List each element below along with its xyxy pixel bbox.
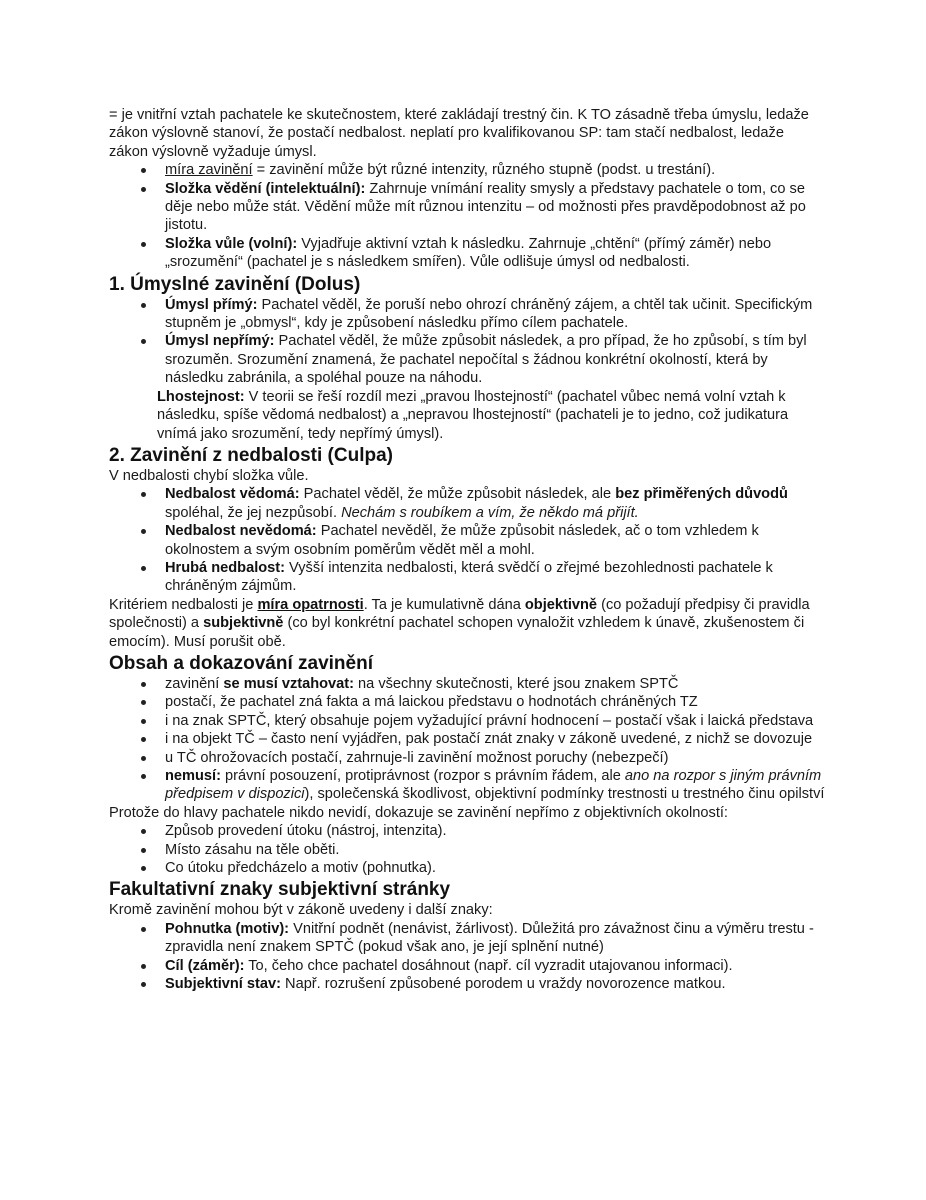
list-item: u TČ ohrožovacích postačí, zahrnuje-li zavinění možnost poruchy (nebezpečí) [165, 749, 826, 767]
item-text: Vnitřní podnět (nenávist, žárlivost). Důležitá pro závažnost činu a výměru trestu - zpravidla není znakem SPTČ (pokud však ano, je její splnění nutné) [165, 920, 814, 956]
term-label: Složka vůle (volní): [165, 235, 298, 252]
text-run: . Ta je kumulativně dána [363, 596, 525, 613]
list-item [165, 675, 826, 693]
term-label: Úmysl přímý: [165, 296, 258, 313]
item-text: Zahrnuje vnímání reality smysly a představy pachatele o tom, co se děje nebo může stát. Vědění může mít různou intenzitu – od možnosti přes pravděpodobnost až po jistotu. [165, 180, 806, 234]
item-text: na všechny skutečnosti, které jsou znakem SPTČ [354, 675, 679, 692]
list-item [165, 485, 826, 522]
list-item [165, 161, 826, 179]
item-text: Pachatel věděl, že může způsobit následek, a pro případ, že ho způsobí, s tím byl srozuměn. Srozumění znamená, že pachatel nepočítal s žádnou konkrétní okolností, která by následku zabránila, a spoléhal pouze na náhodu. [165, 333, 807, 387]
list-item: i na objekt TČ – často není vyjádřen, pak postačí znát znaky v zákoně uvedené, z nichž se dovozuje [165, 730, 826, 748]
criterion-paragraph [109, 596, 826, 651]
list-item: postačí, že pachatel zná fakta a má laickou představu o hodnotách chráněných TZ [165, 693, 826, 711]
key-term: míra opatrnosti [257, 596, 364, 613]
list-item: i na znak SPTČ, který obsahuje pojem vyžadující právní hodnocení – postačí však i laická představa [165, 712, 826, 730]
item-text: To, čeho chce pachatel dosáhnout (např. cíl vyzradit utajovanou informaci). [244, 957, 733, 974]
note-text: V teorii se řeší rozdíl mezi „pravou lhostejností“ (pachatel vůbec nemá volní vztah k následku, spíše vědomá nedbalost) a „nepravou lhostejností“ (pachateli je to jedno, což judikatura vnímá jako srozumění, tedy nepřímý úmysl). [157, 388, 789, 442]
intro-list [109, 161, 826, 271]
term-label: Nedbalost vědomá: [165, 486, 300, 503]
proof-list [109, 822, 826, 877]
list-item [165, 920, 826, 957]
term-label: Úmysl nepřímý: [165, 333, 275, 350]
intro-paragraph: = je vnitřní vztah pachatele ke skutečnostem, které zakládají trestný čin. K TO zásadně třeba úmyslu, ledaže zákon výslovně stanoví, že postačí nedbalost. neplatí pro kvalifikovanou SP: tam stačí nedbalost, ledaže zákon výslovně vyžaduje úmysl. [109, 107, 809, 160]
list-item [165, 296, 826, 333]
term-label: Pohnutka (motiv): [165, 920, 290, 937]
section-heading-optional-signs: Fakultativní znaky subjektivní stránky [109, 879, 451, 901]
text-run: Kritériem nedbalosti je [109, 596, 258, 613]
list-item [165, 332, 826, 387]
term-label: se musí vztahovat: [223, 675, 354, 692]
term-label: míra zavinění [165, 162, 253, 179]
list-item [165, 957, 826, 975]
term-label: Cíl (záměr): [165, 957, 245, 974]
emphasis-text: bez přiměřených důvodů [615, 486, 788, 503]
culpa-list [109, 485, 826, 595]
list-item [165, 767, 826, 804]
optional-signs-list [109, 920, 826, 994]
term-label: Složka vědění (intelektuální): [165, 180, 366, 197]
term-label: Subjektivní stav: [165, 976, 281, 993]
item-text: Vyšší intenzita nedbalosti, která svědčí o zřejmé bezohlednosti pachatele k chráněným zájmům. [165, 559, 773, 595]
item-text: = zavinění může být různé intenzity, různého stupně (podst. u trestání). [252, 162, 716, 179]
list-item [165, 975, 826, 993]
list-item [165, 235, 826, 272]
item-text: Pachatel věděl, že může způsobit následek, ale [299, 486, 616, 503]
scope-list [109, 675, 826, 804]
emphasis-text: objektivně [524, 596, 598, 613]
list-item: Způsob provedení útoku (nástroj, intenzita). [165, 822, 826, 840]
list-item: Co útoku předcházelo a motiv (pohnutka). [165, 859, 826, 877]
term-label: nemusí: [165, 768, 221, 784]
emphasis-text: subjektivně [203, 615, 284, 632]
item-text: právní posouzení, protiprávnost (rozpor s právním řádem, ale [220, 768, 625, 784]
item-text: Pachatel věděl, že poruší nebo ohrozí chráněný zájem, a chtěl tak učinit. Specifickým stupněm je „obmysl“, kdy je způsobení následku přímo cílem pachatele. [165, 296, 813, 332]
indifference-note [109, 388, 826, 443]
proof-lead: Protože do hlavy pachatele nikdo nevidí, dokazuje se zavinění nepřímo z objektivních okolností: [109, 804, 728, 821]
item-text: Např. rozrušení způsobené porodem u vraždy novorozence matkou. [280, 976, 726, 993]
culpa-lead: V nedbalosti chybí složka vůle. [109, 467, 309, 484]
section-heading-dolus: 1. Úmyslné zavinění (Dolus) [109, 273, 361, 295]
item-text: zavinění [165, 675, 224, 692]
list-item [165, 180, 826, 235]
term-label: Nedbalost nevědomá: [165, 523, 317, 540]
text-run: (co požadují předpisy či pravidla společnosti) a [109, 596, 810, 632]
section-heading-culpa: 2. Zavinění z nedbalosti (Culpa) [109, 444, 393, 466]
dolus-list [109, 296, 826, 388]
example-text: Nechám s roubíkem a vím, že někdo má přijít. [341, 504, 639, 521]
list-item: Místo zásahu na těle oběti. [165, 841, 826, 859]
list-item [165, 522, 826, 559]
optional-signs-lead: Kromě zavinění mohou být v zákoně uvedeny i další znaky: [109, 902, 493, 919]
item-text: spoléhal, že jej nezpůsobí. [165, 504, 342, 521]
text-run: (co byl konkrétní pachatel schopen vynaložit vzhledem k únavě, zkušenostem či emocím). Musí porušit obě. [109, 615, 805, 650]
term-label: Hrubá nedbalost: [165, 559, 285, 576]
item-text: ), společenská škodlivost, objektivní podmínky trestnosti u trestného činu opilství [304, 786, 825, 803]
list-item [165, 559, 826, 596]
item-text: Vyjadřuje aktivní vztah k následku. Zahrnuje „chtění“ (přímý záměr) nebo „srozumění“ (pachatel je s následkem smířen). Vůle odlišuje úmysl od nedbalosti. [165, 235, 772, 271]
example-text: ano na rozpor s jiným právním předpisem v dispozici [165, 768, 822, 803]
section-heading-proof: Obsah a dokazování zavinění [109, 652, 373, 674]
term-label: Lhostejnost: [157, 388, 245, 405]
item-text: Pachatel nevěděl, že může způsobit následek, ač o tom vzhledem k okolnostem a svým osobním poměrům vědět měl a mohl. [165, 523, 759, 558]
